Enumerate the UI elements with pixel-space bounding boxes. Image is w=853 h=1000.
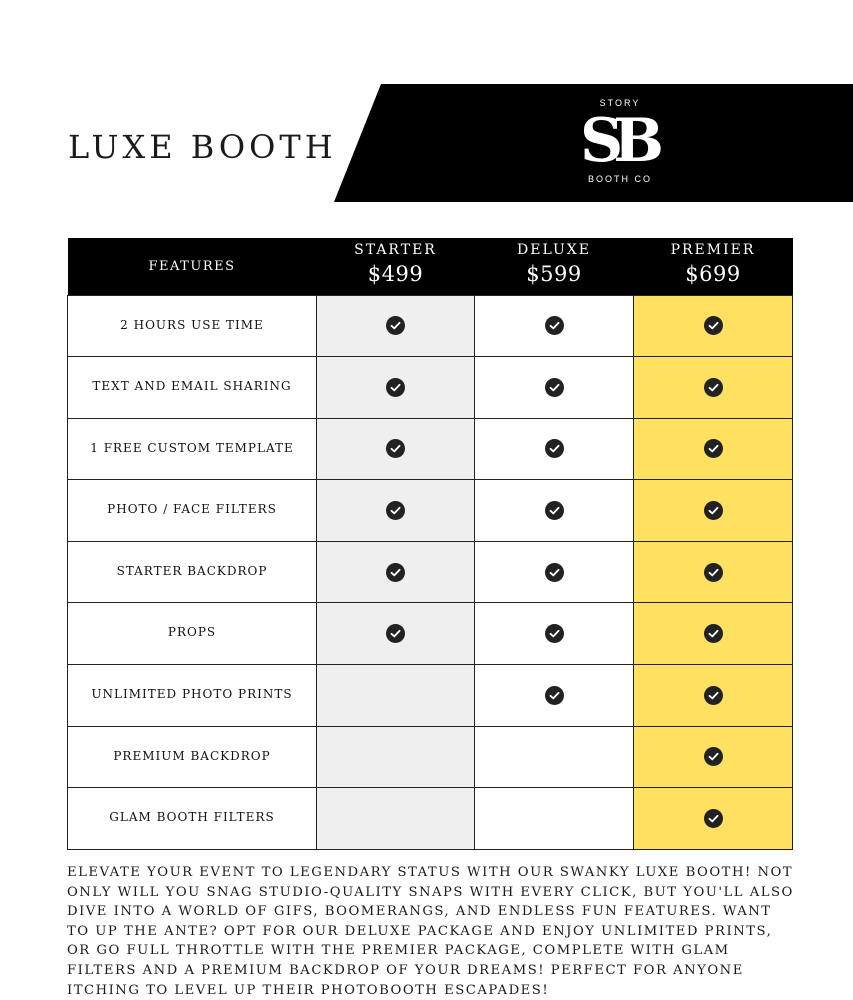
brand-logo xyxy=(575,98,665,196)
cell-premier xyxy=(634,357,793,419)
cell-deluxe xyxy=(475,788,634,850)
cell-starter xyxy=(317,295,475,357)
feature-label: UNLIMITED PHOTO PRINTS xyxy=(68,665,317,727)
check-icon xyxy=(704,809,723,828)
check-icon xyxy=(704,624,723,643)
check-icon xyxy=(386,378,405,397)
cell-starter xyxy=(317,788,475,850)
check-icon xyxy=(386,439,405,458)
feature-label: STARTER BACKDROP xyxy=(68,541,317,603)
table-row xyxy=(68,788,793,850)
cell-deluxe xyxy=(475,665,634,727)
plan-name: DELUXE xyxy=(517,242,591,258)
cell-starter xyxy=(317,418,475,480)
cell-premier xyxy=(634,541,793,603)
logo-monogram: SB xyxy=(579,106,655,176)
feature-label: PHOTO / FACE FILTERS xyxy=(68,480,317,542)
plan-header-deluxe xyxy=(475,238,634,295)
check-icon xyxy=(545,378,564,397)
check-icon xyxy=(386,563,405,582)
cell-deluxe xyxy=(475,480,634,542)
cell-premier xyxy=(634,603,793,665)
check-icon xyxy=(545,686,564,705)
check-icon xyxy=(704,747,723,766)
logo-bottom-text: BOOTH CO xyxy=(587,174,652,184)
check-icon xyxy=(704,686,723,705)
check-icon xyxy=(545,501,564,520)
cell-premier xyxy=(634,788,793,850)
cell-premier xyxy=(634,295,793,357)
plan-header-premier xyxy=(634,238,793,295)
feature-rows xyxy=(68,295,793,849)
check-icon xyxy=(386,501,405,520)
check-icon xyxy=(386,316,405,335)
cell-starter xyxy=(317,665,475,727)
feature-label: 1 FREE CUSTOM TEMPLATE xyxy=(68,418,317,480)
cell-premier xyxy=(634,726,793,788)
page-title: LUXE BOOTH xyxy=(68,128,337,166)
table-row xyxy=(68,295,793,357)
check-icon xyxy=(545,563,564,582)
plan-name: PREMIER xyxy=(670,242,756,258)
check-icon xyxy=(704,501,723,520)
check-icon xyxy=(704,378,723,397)
plan-name: STARTER xyxy=(354,242,437,258)
feature-label: TEXT AND EMAIL SHARING xyxy=(68,357,317,419)
feature-label: 2 HOURS USE TIME xyxy=(68,295,317,357)
cell-premier xyxy=(634,665,793,727)
plan-price: $599 xyxy=(526,262,582,286)
cell-premier xyxy=(634,480,793,542)
plan-header-starter xyxy=(317,238,475,295)
cell-starter xyxy=(317,480,475,542)
table-row xyxy=(68,726,793,788)
check-icon xyxy=(386,624,405,643)
cell-starter xyxy=(317,603,475,665)
features-header: FEATURES xyxy=(68,238,317,295)
table-row xyxy=(68,541,793,603)
logo-top-text: STORY xyxy=(599,98,641,108)
table-row xyxy=(68,480,793,542)
cell-deluxe xyxy=(475,418,634,480)
feature-label: PROPS xyxy=(68,603,317,665)
check-icon xyxy=(704,439,723,458)
table-row xyxy=(68,357,793,419)
plan-price: $499 xyxy=(367,262,424,286)
check-icon xyxy=(545,316,564,335)
booth-description: ELEVATE YOUR EVENT TO LEGENDARY STATUS WITH OUR SWANKY LUXE BOOTH! NOT ONLY WILL YOU SNAG STUDIO-QUALITY SNAPS WITH EVERY CLICK, BUT YOU'LL ALSO DIVE INTO A WORLD OF GIFS, BOOMERANGS, AND ENDLESS FUN FEATURES. WANT TO UP THE ANTE? OPT FOR OUR DELUXE PACKAGE AND ENJOY UNLIMITED PRINTS, OR GO FULL THROTTLE WITH THE PREMIER PACKAGE, COMPLETE WITH GLAM FILTERS AND A PREMIUM BACKDROP OF YOUR DREAMS! PERFECT FOR ANYONE ITCHING TO LEVEL UP THEIR PHOTOBOOTH ESCAPADES! xyxy=(67,865,794,998)
feature-label: GLAM BOOTH FILTERS xyxy=(68,788,317,850)
cell-premier xyxy=(634,418,793,480)
check-icon xyxy=(545,624,564,643)
cell-deluxe xyxy=(475,603,634,665)
table-row xyxy=(68,418,793,480)
check-icon xyxy=(545,439,564,458)
table-row xyxy=(68,665,793,727)
plan-price: $699 xyxy=(685,262,741,286)
table-row xyxy=(68,603,793,665)
cell-deluxe xyxy=(475,541,634,603)
pricing-header-row xyxy=(68,238,793,295)
cell-starter xyxy=(317,357,475,419)
cell-starter xyxy=(317,726,475,788)
check-icon xyxy=(704,316,723,335)
cell-deluxe xyxy=(475,726,634,788)
feature-label: PREMIUM BACKDROP xyxy=(68,726,317,788)
pricing-table xyxy=(67,238,793,850)
cell-starter xyxy=(317,541,475,603)
cell-deluxe xyxy=(475,295,634,357)
check-icon xyxy=(704,563,723,582)
cell-deluxe xyxy=(475,357,634,419)
